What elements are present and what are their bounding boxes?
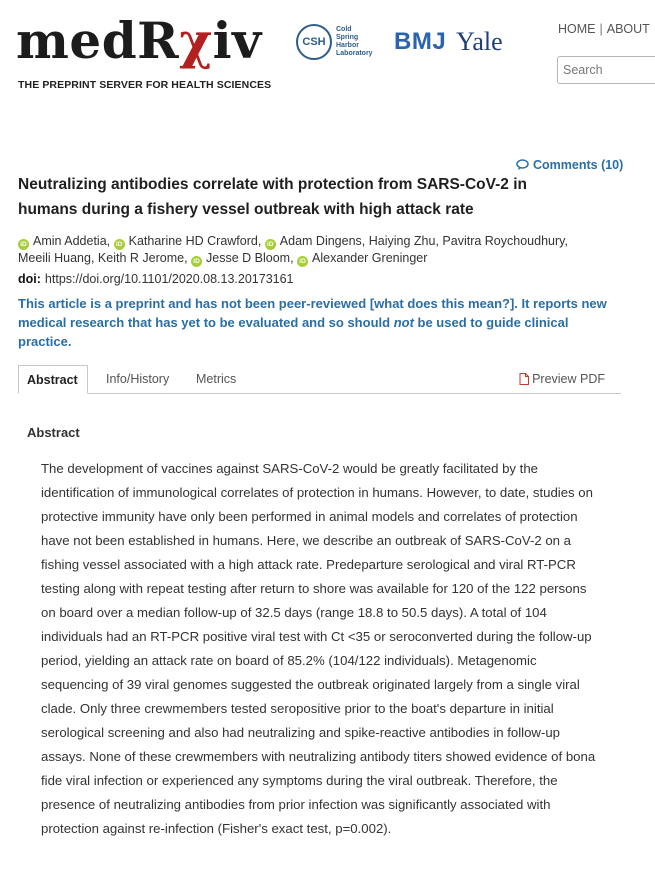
csh-logo[interactable]: CSH: [296, 24, 332, 60]
logo-text-end: iv: [212, 11, 262, 70]
top-nav: [558, 22, 650, 36]
author-item[interactable]: iD Adam Dingens,: [265, 234, 369, 248]
comments-link[interactable]: [516, 158, 623, 172]
nav-separator: |: [599, 22, 603, 36]
orcid-icon[interactable]: iD: [297, 256, 308, 267]
doi-link[interactable]: https://doi.org/10.1101/2020.08.13.20173161: [44, 272, 294, 286]
nav-about-link[interactable]: ABOUT: [606, 22, 650, 36]
speech-bubble-icon: [516, 159, 529, 171]
notice-emphasis: not: [393, 315, 414, 330]
orcid-icon[interactable]: iD: [265, 239, 276, 250]
author-item[interactable]: Meeili Huang,: [18, 251, 98, 265]
medrxiv-logo[interactable]: [16, 11, 272, 91]
bmj-logo[interactable]: BMJ: [394, 28, 447, 55]
author-item[interactable]: Keith R Jerome,: [97, 251, 192, 265]
doi-label: doi:: [18, 272, 41, 286]
yale-logo[interactable]: Yale: [456, 27, 503, 56]
logo-tagline: THE PREPRINT SERVER FOR HEALTH SCIENCES: [18, 79, 272, 91]
orcid-icon[interactable]: iD: [114, 239, 125, 250]
article-tabs: [18, 365, 621, 394]
pdf-file-icon: [519, 373, 529, 385]
logo-text-main: medR: [16, 11, 180, 70]
author-item[interactable]: iD Alexander Greninger: [297, 251, 427, 265]
tab-preview-pdf[interactable]: [511, 365, 613, 393]
search-input[interactable]: [557, 56, 655, 84]
doi-line: [18, 272, 294, 286]
abstract-heading: Abstract: [27, 425, 80, 440]
orcid-icon[interactable]: iD: [191, 256, 202, 267]
abstract-text: The development of vaccines against SARS-CoV-2 would be greatly facilitated by the identification of immunological correlates of protection in humans. However, to date, studies on protective immunity have only been performed in animal models and correlates of protection have not been established in humans. Here, we describe an outbreak of SARS-CoV-2 on a fishing vessel associated with a high attack rate. Predeparture serological and viral RT-PCR testing along with repeat testing after return to shore was available for 120 of the 122 persons on board over a median follow-up of 32.5 days (range 18.8 to 50.5 days). A total of 104 individuals had an RT-PCR positive viral test with Ct <35 or seroconverted during the follow-up period, yielding an attack rate on board of 85.2% (104/122 individuals). Metagenomic sequencing of 39 viral genomes suggested the outbreak originated largely from a single viral clade. Only three crewmembers tested seropositive prior to the boat's departure in initial serological screening and also had neutralizing and spike-reactive antibodies in follow-up assays. None of these crewmembers with neutralizing antibody titers showed evidence of bona fide viral infection or experienced any symptoms during the viral outbreak. Therefore, the presence of neutralizing antibodies from prior infection was significantly associated with protection against re-infection (Fisher's exact test, p=0.002).: [41, 461, 596, 836]
article-title: Neutralizing antibodies correlate with protection from SARS-CoV-2 in humans during a fishery vessel outbreak with high attack rate: [18, 176, 527, 218]
tab-abstract[interactable]: Abstract: [18, 365, 88, 394]
csh-name: Cold Spring Harbor Laboratory: [336, 26, 373, 57]
logo-text-accent: χ: [179, 11, 213, 70]
nav-home-link[interactable]: HOME: [558, 22, 596, 36]
author-item[interactable]: iD Jesse D Bloom,: [191, 251, 297, 265]
author-item[interactable]: iD Katharine HD Crawford,: [114, 234, 265, 248]
orcid-icon[interactable]: iD: [18, 239, 29, 250]
partner-logos: [296, 20, 503, 64]
author-list: [18, 233, 578, 267]
pdf-label: Preview PDF: [532, 372, 605, 386]
comments-label: Comments (10): [533, 158, 624, 172]
author-item[interactable]: iD Amin Addetia,: [18, 234, 114, 248]
preprint-notice: This article is a preprint and has not been peer-reviewed [what does this mean?]. It reports new medical research that has yet to be evaluated and so should not be used to guide clinical practice.: [18, 296, 607, 349]
tab-info-history[interactable]: Info/History: [106, 372, 170, 386]
author-item[interactable]: Haiying Zhu,: [368, 234, 443, 248]
tab-metrics[interactable]: Metrics: [196, 372, 237, 386]
author-item[interactable]: Pavitra Roychoudhury,: [442, 234, 568, 248]
